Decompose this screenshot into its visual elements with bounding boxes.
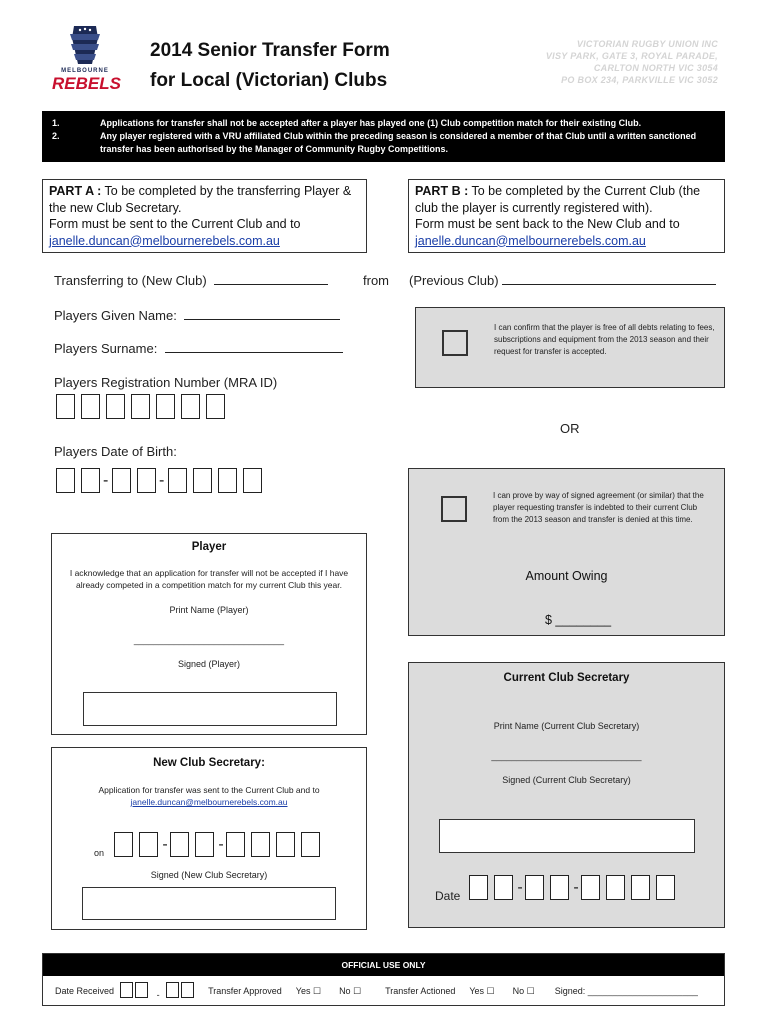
official-use-panel [42, 953, 725, 1006]
dash: - [162, 835, 168, 853]
rule-item [52, 130, 715, 156]
current-secretary-print-label: Print Name (Current Club Secretary) [493, 721, 640, 731]
dob-label: Players Date of Birth: [54, 444, 177, 459]
new-club-label: Transferring to (New Club) [54, 273, 207, 288]
transfer-actioned-no[interactable]: No ☐ [512, 985, 535, 996]
given-name-field [54, 308, 340, 323]
digit-box[interactable] [56, 468, 75, 493]
from-label: from [363, 273, 389, 288]
digit-box[interactable] [135, 982, 148, 998]
digit-box[interactable] [631, 875, 650, 900]
current-secretary-signature-box[interactable] [439, 819, 695, 853]
new-club-field [54, 273, 328, 288]
rebels-logo [52, 24, 121, 96]
amount-owing-label: Amount Owing [525, 569, 608, 583]
digit-box[interactable] [251, 832, 270, 857]
new-secretary-signature-box[interactable] [82, 887, 336, 920]
debt-free-checkbox[interactable] [442, 330, 468, 356]
digit-box[interactable] [243, 468, 262, 493]
part-a-email-link[interactable]: janelle.duncan@melbournerebels.com.au [49, 233, 280, 248]
title-line-1: 2014 Senior Transfer Form [150, 40, 390, 61]
player-signed-label: Signed (Player) [177, 659, 241, 669]
address-block [546, 38, 718, 86]
address-line: VISY PARK, GATE 3, ROYAL PARADE, [545, 51, 718, 61]
logo-subtext: MELBOURNE [61, 68, 109, 74]
address-line: PO BOX 234, PARKVILLE VIC 3052 [561, 75, 718, 85]
rule-text: Any player registered with a VRU affiliated Club within the preceding season is considered a member of that Club until a written sanctioned transfer has been authorised by the Manager of Community Rugby Competitions. [100, 131, 697, 154]
digit-box[interactable] [195, 832, 214, 857]
digit-box[interactable] [301, 832, 320, 857]
digit-box[interactable] [137, 468, 156, 493]
dash: - [218, 835, 224, 853]
part-b-email-link[interactable]: janelle.duncan@melbournerebels.com.au [415, 233, 646, 248]
debt-free-text: I can confirm that the player is free of all debts relating to fees, subscriptions and equipment from the 2013 season and their request for transfer is accepted. [494, 323, 715, 356]
dob-input[interactable] [56, 468, 268, 493]
current-secretary-signed-label: Signed (Current Club Secretary) [502, 775, 631, 785]
option-debt-free [415, 307, 725, 388]
date-received-input[interactable] [120, 982, 196, 1000]
surname-field [54, 341, 343, 356]
address-line: CARLTON NORTH VIC 3054 [593, 63, 718, 73]
part-a-box [42, 179, 367, 253]
dash: - [573, 878, 579, 896]
title-line-2: for Local (Victorian) Clubs [150, 70, 388, 91]
indebted-text: I can prove by way of signed agreement (or similar) that the player requesting transfer is indebted to their current Club from the 2013 season and transfer is denied at this time. [493, 491, 704, 524]
digit-box[interactable] [181, 394, 200, 419]
dash: - [156, 990, 160, 1000]
digit-box[interactable] [276, 832, 295, 857]
player-acknowledgement: I acknowledge that an application for transfer will not be accepted if I have already competed in a competition match for my current Club this year. [69, 568, 349, 590]
digit-box[interactable] [120, 982, 133, 998]
digit-box[interactable] [469, 875, 488, 900]
transfer-actioned-label: Transfer Actioned [385, 986, 456, 996]
digit-box[interactable] [81, 394, 100, 419]
current-secretary-date-label: Date [435, 889, 461, 903]
digit-box[interactable] [81, 468, 100, 493]
transfer-actioned-yes[interactable]: Yes ☐ [469, 985, 495, 996]
digit-box[interactable] [112, 468, 131, 493]
transfer-approved-label: Transfer Approved [208, 986, 282, 996]
rule-text: Applications for transfer shall not be accepted after a player has played one (1) Club competition match for their existing Club. [100, 118, 642, 128]
address-line: VICTORIAN RUGBY UNION INC [576, 39, 718, 49]
logo-text: REBELS [52, 74, 121, 93]
part-b-label: PART B : [415, 184, 469, 198]
new-secretary-heading: New Club Secretary: [153, 757, 265, 769]
digit-box[interactable] [218, 468, 237, 493]
previous-club-field [409, 273, 716, 288]
part-b-text: To be completed by the Current Club (the club the player is currently registered with). [415, 184, 701, 215]
digit-box[interactable] [114, 832, 133, 857]
rule-number: 1. [52, 118, 60, 128]
player-print-label: Print Name (Player) [169, 605, 249, 615]
player-name-line[interactable]: ______________________________ [133, 635, 285, 645]
digit-box[interactable] [550, 875, 569, 900]
digit-box[interactable] [106, 394, 125, 419]
digit-box[interactable] [606, 875, 625, 900]
player-signature-box[interactable] [83, 692, 337, 726]
part-a-label: PART A : [49, 184, 102, 198]
page-title [150, 36, 390, 96]
date-received-label: Date Received [55, 986, 115, 996]
surname-label: Players Surname: [54, 341, 158, 356]
digit-box[interactable] [168, 468, 187, 493]
rules-banner [42, 111, 725, 162]
new-secretary-on-label: on [94, 848, 105, 858]
digit-box[interactable] [166, 982, 179, 998]
new-secretary-text: Application for transfer was sent to the Current Club and to [98, 785, 320, 795]
amount-owing-input[interactable]: $ ________ [545, 613, 612, 627]
indebted-checkbox[interactable] [441, 496, 467, 522]
transfer-approved-no[interactable]: No ☐ [339, 985, 362, 996]
digit-box[interactable] [170, 832, 189, 857]
previous-club-input[interactable] [502, 273, 716, 285]
option-indebted [408, 468, 725, 636]
surname-input[interactable] [165, 341, 343, 353]
digit-box[interactable] [226, 832, 245, 857]
transfer-approved-yes[interactable]: Yes ☐ [295, 985, 322, 996]
current-secretary-date-input[interactable] [469, 875, 681, 900]
digit-box[interactable] [56, 394, 75, 419]
current-secretary-panel [408, 662, 725, 928]
registration-number-input[interactable] [56, 394, 231, 419]
registration-label: Players Registration Number (MRA ID) [54, 375, 278, 390]
digit-box[interactable] [581, 875, 600, 900]
given-name-label: Players Given Name: [54, 308, 177, 323]
digit-box[interactable] [131, 394, 150, 419]
dash: - [159, 471, 165, 489]
new-secretary-email-link[interactable]: janelle.duncan@melbournerebels.com.au [130, 797, 288, 807]
digit-box[interactable] [193, 468, 212, 493]
official-use-row [43, 976, 724, 1006]
part-a-send: Form must be sent to the Current Club and to [49, 217, 301, 231]
digit-box[interactable] [656, 875, 675, 900]
new-secretary-date-input[interactable] [114, 832, 326, 857]
rule-item [52, 117, 715, 130]
official-use-heading: OFFICIAL USE ONLY [43, 954, 724, 976]
given-name-input[interactable] [184, 308, 340, 320]
player-panel [51, 533, 367, 735]
new-club-input[interactable] [214, 273, 328, 285]
current-secretary-name-line[interactable]: ______________________________ [491, 751, 642, 761]
rule-number: 2. [52, 131, 60, 141]
digit-box[interactable] [525, 875, 544, 900]
digit-box[interactable] [206, 394, 225, 419]
digit-box[interactable] [156, 394, 175, 419]
new-secretary-panel [51, 747, 367, 930]
part-a-text: To be completed by the transferring Player & the new Club Secretary. [49, 184, 352, 215]
previous-club-label: (Previous Club) [409, 273, 499, 288]
digit-box[interactable] [181, 982, 194, 998]
digit-box[interactable] [494, 875, 513, 900]
new-secretary-signed-label: Signed (New Club Secretary) [150, 870, 268, 880]
dash: - [103, 471, 109, 489]
digit-box[interactable] [139, 832, 158, 857]
part-b-box [408, 179, 725, 253]
official-signed-line[interactable]: Signed: ______________________ [554, 986, 698, 996]
or-label: OR [560, 421, 580, 436]
part-b-send: Form must be sent back to the New Club and to [415, 217, 680, 231]
current-secretary-heading: Current Club Secretary [503, 672, 630, 684]
dash: - [517, 878, 523, 896]
player-heading: Player [191, 541, 227, 553]
